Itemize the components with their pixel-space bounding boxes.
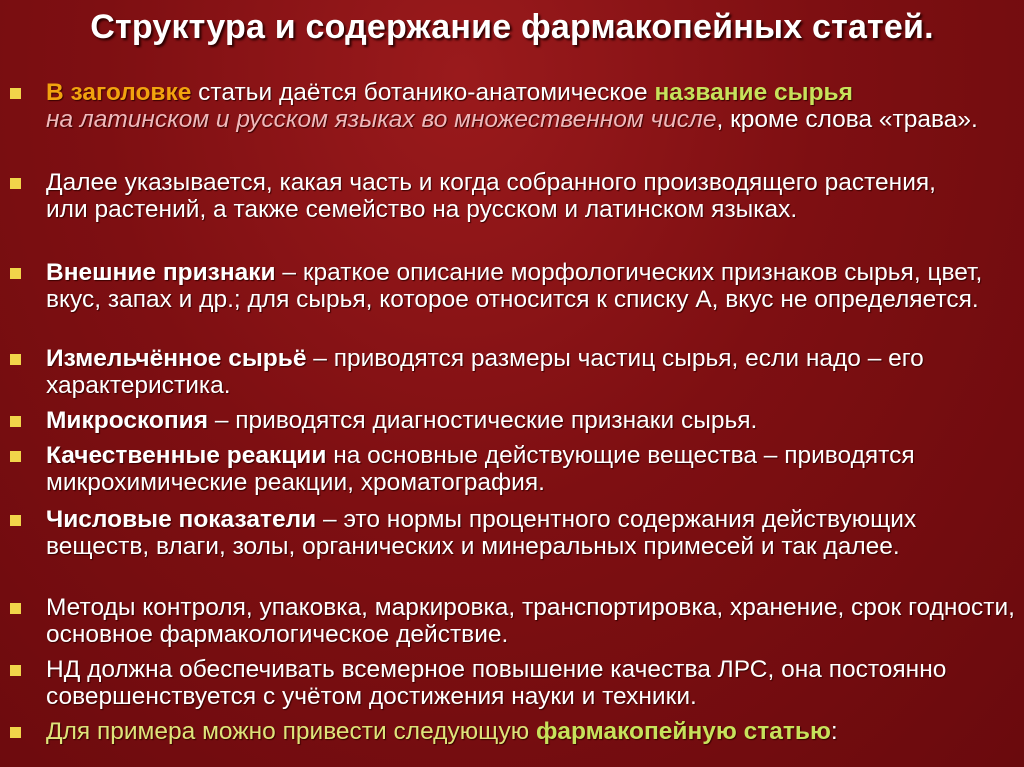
italic-text: на латинском и русском языках во множественном числе (46, 105, 717, 133)
item-text: Для примера можно привести следующую (46, 718, 536, 745)
square-bullet-icon (10, 603, 21, 614)
emphasis-text: Качественные реакции (46, 442, 327, 469)
list-item (10, 170, 1015, 223)
emphasis-text: В заголовке (46, 79, 192, 106)
square-bullet-icon (10, 515, 21, 526)
emphasis-text: фармакопейную статью (535, 718, 831, 745)
emphasis-text: Внешние признаки (46, 259, 276, 286)
item-text: – краткое описание морфологических признаков сырья, цвет, вкус, запах и др.; для сырья, которое относится к списку А, вкус не определяется. (46, 259, 983, 313)
square-bullet-icon (10, 416, 21, 427)
item-text: , кроме слова «трава». (716, 105, 978, 133)
list-item (10, 443, 1015, 496)
item-text: на основные действующие вещества – приводятся микрохимические реакции, хроматография. (46, 442, 915, 496)
emphasis-text: Измельчённое сырьё (46, 345, 307, 372)
item-text: НД должна обеспечивать всемерное повышение качества ЛРС, она постоянно совершенствуется с учётом достижения науки и техники. (46, 656, 947, 710)
item-text: статьи даётся ботанико-анатомическое (191, 79, 655, 106)
item-text: – приводятся размеры частиц сырья, если надо – его характеристика. (46, 345, 924, 399)
item-text: : (830, 718, 838, 745)
item-text: – приводятся диагностические признаки сырья. (208, 407, 758, 434)
square-bullet-icon (10, 88, 21, 99)
square-bullet-icon (10, 451, 21, 462)
list-item (10, 719, 1015, 746)
list-item (10, 260, 1015, 313)
emphasis-text: Числовые показатели (46, 506, 317, 533)
square-bullet-icon (10, 665, 21, 676)
slide-title: Структура и содержание фармакопейных статей. (90, 8, 934, 46)
list-item (10, 346, 1015, 399)
list-item (10, 657, 1015, 710)
list-item (10, 507, 1015, 560)
square-bullet-icon (10, 354, 21, 365)
list-item (10, 595, 1015, 648)
list-item (10, 80, 1015, 133)
square-bullet-icon (10, 727, 21, 738)
emphasis-text: Микроскопия (46, 407, 209, 434)
square-bullet-icon (10, 268, 21, 279)
item-text: Методы контроля, упаковка, маркировка, транспортировка, хранение, срок годности, основное фармакологическое действие. (46, 594, 1015, 648)
list-item (10, 408, 1015, 435)
item-text: Далее указывается, какая часть и когда собранного производящего растения, или растений, а также семейство на русском и латинском языках. (46, 169, 936, 223)
item-text: – это нормы процентного содержания действующих веществ, влаги, золы, органических и минеральных примесей и так далее. (46, 506, 917, 560)
emphasis-text: название сырья (654, 79, 853, 106)
square-bullet-icon (10, 178, 21, 189)
